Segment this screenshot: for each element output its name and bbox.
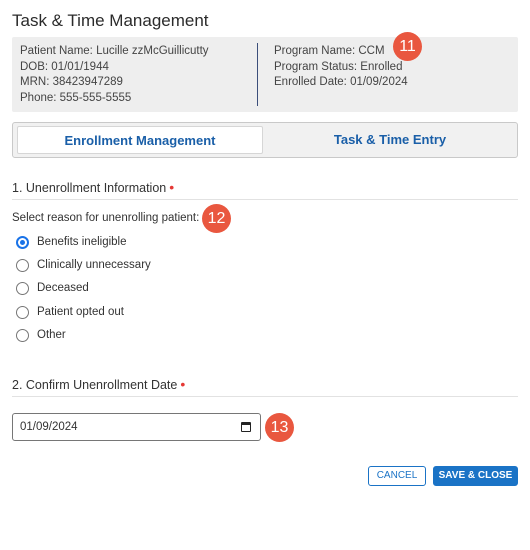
- section-unenrollment-label: 1. Unenrollment Information: [12, 181, 167, 195]
- tab-enrollment-management[interactable]: Enrollment Management: [17, 126, 263, 154]
- tab-task-time-entry[interactable]: Task & Time Entry: [333, 132, 447, 147]
- radio-label: Benefits ineligible: [37, 236, 127, 248]
- info-divider: [257, 43, 258, 106]
- program-enrolled-date: Enrolled Date: 01/09/2024: [274, 76, 408, 88]
- cancel-button[interactable]: CANCEL: [368, 466, 426, 486]
- patient-details: [20, 44, 209, 106]
- patient-phone: Phone: 555-555-5555: [20, 91, 132, 104]
- radio-label: Other: [37, 329, 66, 341]
- radio-button[interactable]: [16, 282, 29, 295]
- unenrollment-date-input[interactable]: [12, 413, 261, 441]
- patient-name: Patient Name: Lucille zzMcGuillicutty: [20, 45, 209, 57]
- radio-option-clinically-unnecessary[interactable]: [16, 257, 151, 273]
- radio-button[interactable]: [16, 236, 29, 249]
- radio-button[interactable]: [16, 259, 29, 272]
- section-unenrollment-title: [12, 179, 174, 195]
- page-title: Task & Time Management: [12, 11, 209, 30]
- step-badge-12: 12: [202, 204, 231, 233]
- unenroll-reason-prompt: Select reason for unenrolling patient:: [12, 212, 200, 224]
- radio-button[interactable]: [16, 329, 29, 342]
- save-close-button[interactable]: SAVE & CLOSE: [433, 466, 518, 486]
- section-divider: [12, 396, 518, 397]
- program-details: [274, 44, 408, 91]
- radio-option-other[interactable]: [16, 327, 66, 343]
- section-confirm-date-label: 2. Confirm Unenrollment Date: [12, 378, 178, 392]
- tab-bar: [12, 122, 518, 158]
- radio-option-benefits-ineligible[interactable]: [16, 234, 127, 250]
- step-badge-13: 13: [265, 413, 294, 442]
- required-indicator: •: [180, 376, 186, 392]
- radio-label: Clinically unnecessary: [37, 259, 151, 271]
- required-indicator: •: [169, 179, 175, 195]
- patient-mrn: MRN: 38423947289: [20, 76, 123, 88]
- radio-button[interactable]: [16, 306, 29, 319]
- radio-label: Patient opted out: [37, 306, 124, 318]
- section-divider: [12, 199, 518, 200]
- radio-option-deceased[interactable]: [16, 280, 89, 296]
- radio-option-patient-opted-out[interactable]: [16, 304, 124, 320]
- patient-info-panel: [12, 37, 518, 112]
- patient-dob: DOB: 01/01/1944: [20, 60, 109, 73]
- program-name: Program Name: CCM: [274, 45, 385, 57]
- program-status: Program Status: Enrolled: [274, 60, 403, 73]
- step-badge-11: 11: [393, 32, 422, 61]
- calendar-icon[interactable]: [241, 422, 251, 432]
- section-confirm-date-title: [12, 376, 185, 392]
- date-value: 01/09/2024: [20, 421, 78, 433]
- radio-label: Deceased: [37, 282, 89, 294]
